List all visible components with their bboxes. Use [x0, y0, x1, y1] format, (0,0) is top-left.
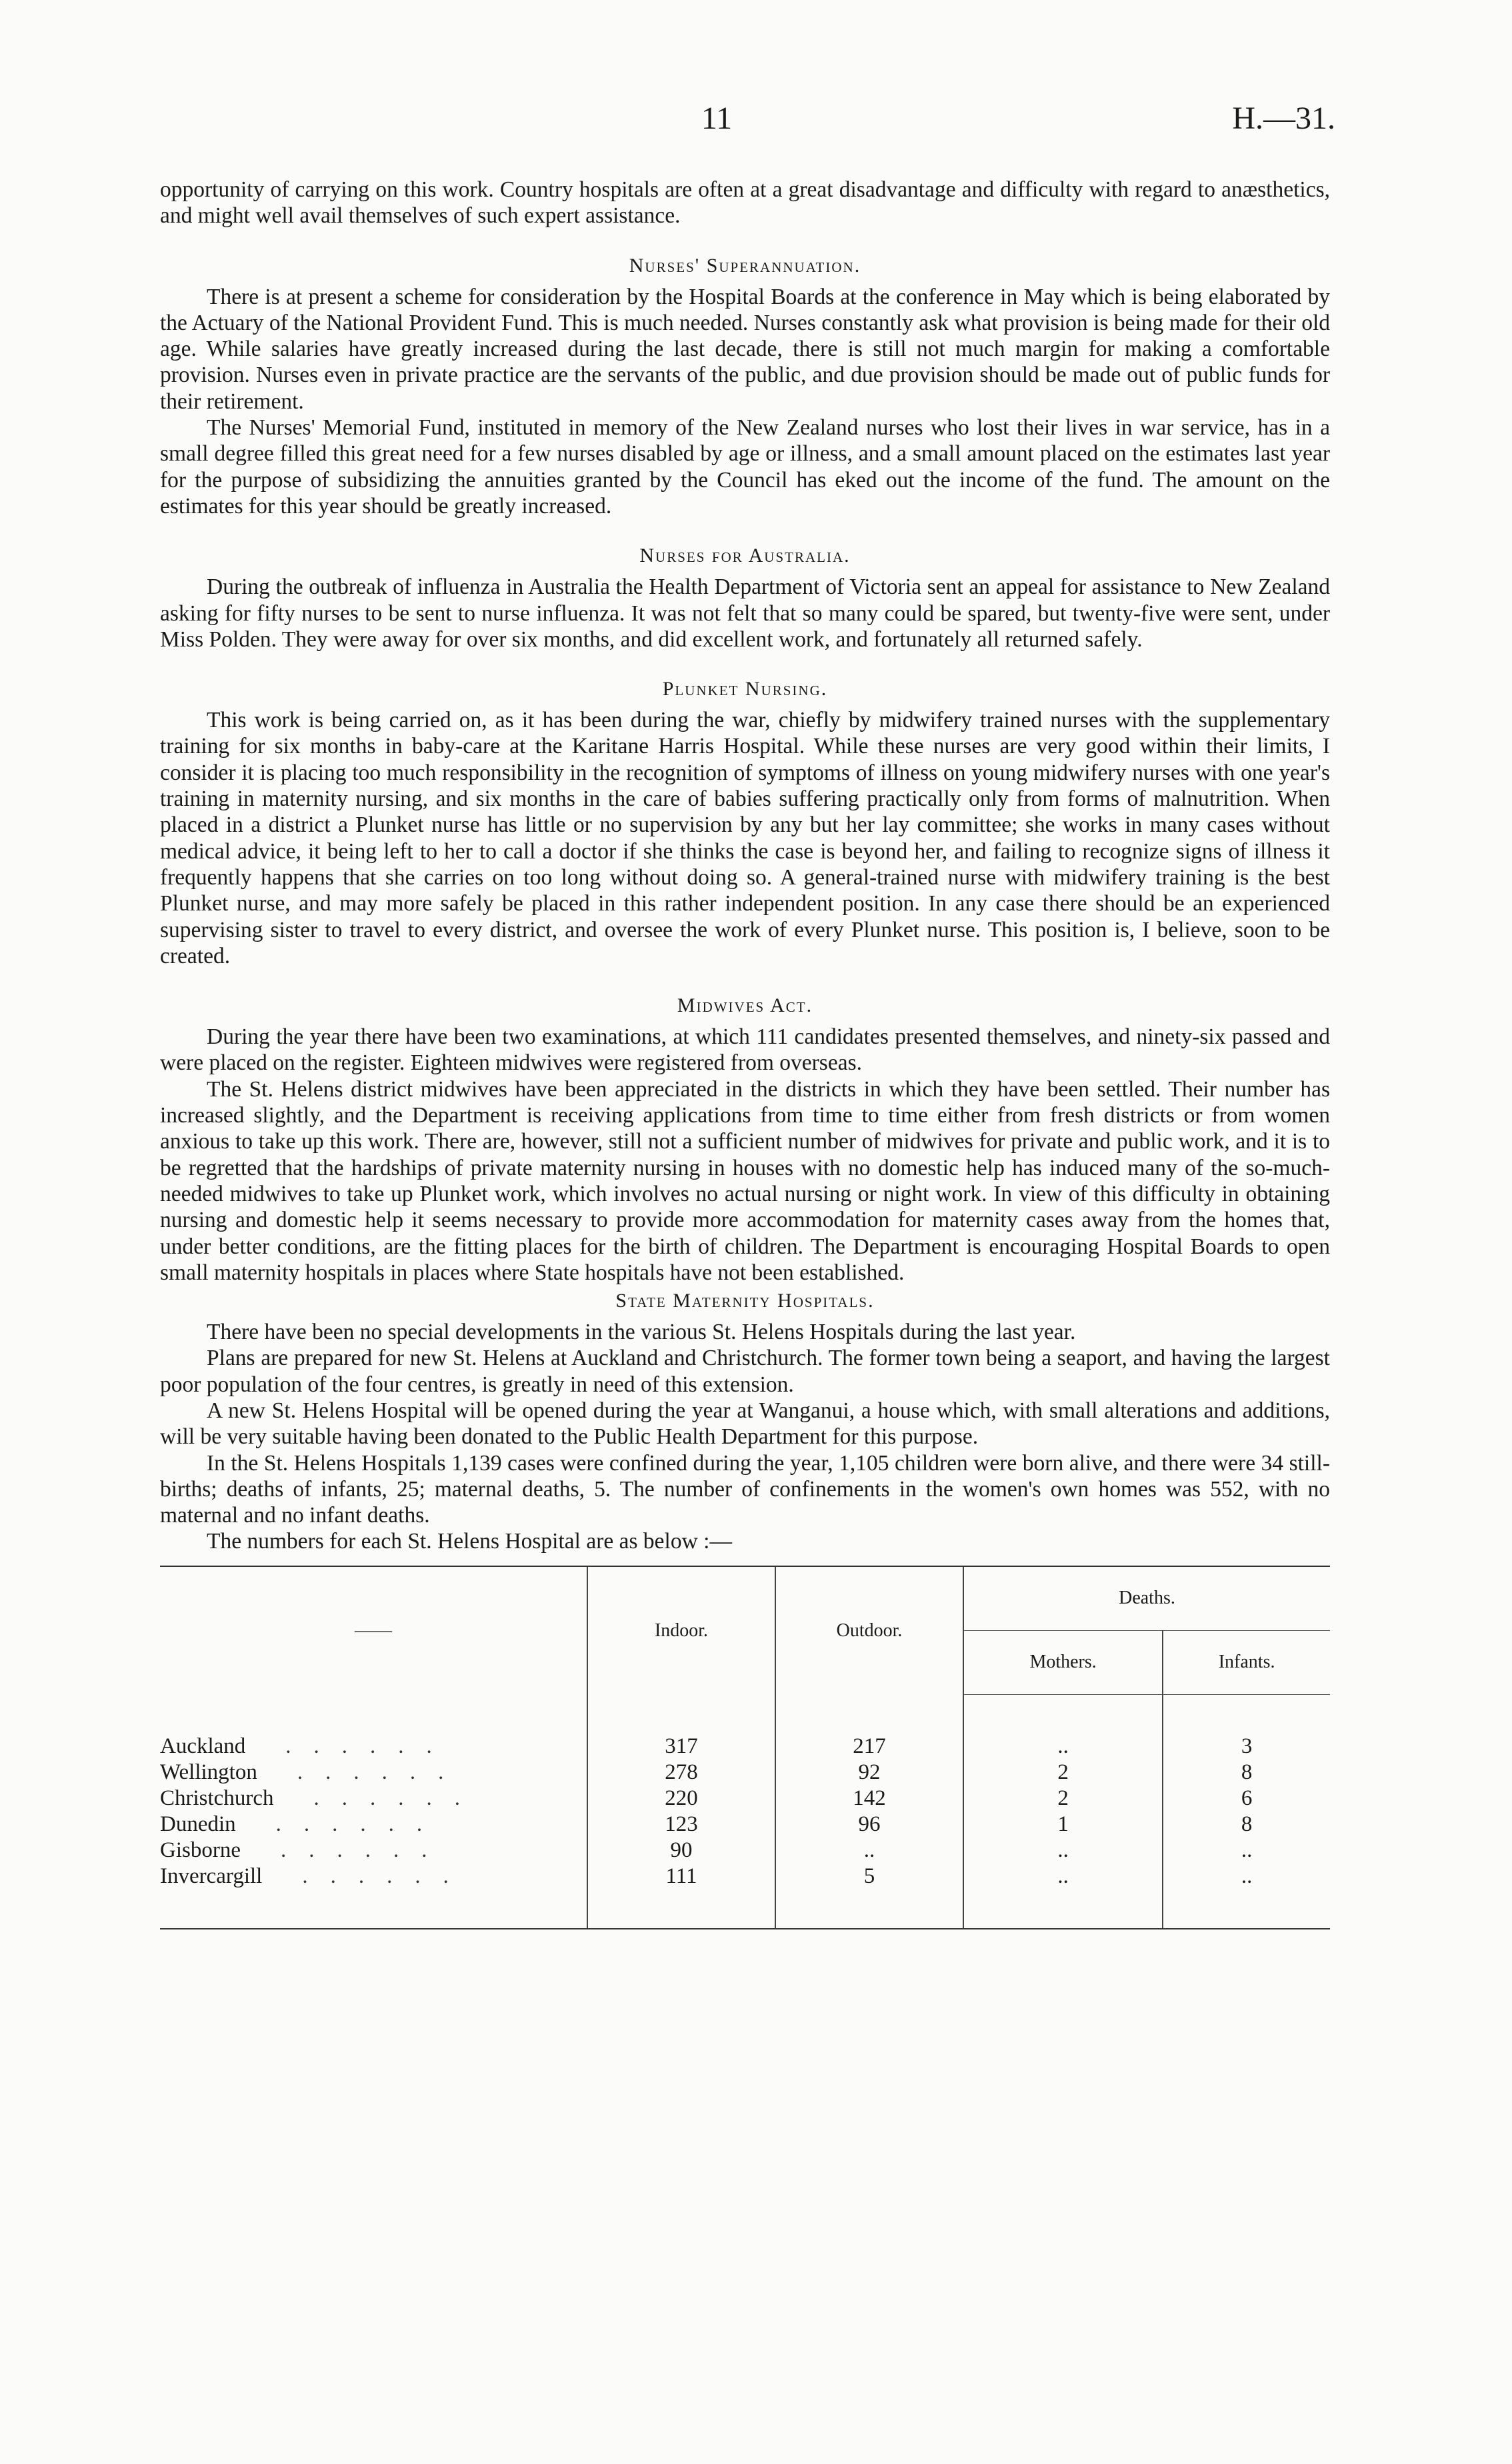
outdoor-cell: 142	[775, 1786, 963, 1812]
paragraph: During the year there have been two examinations, at which 111 candidates presented themselves, and ninety-six passed and were placed on the register. Eighteen midwives were registered from overseas.	[160, 1024, 1330, 1076]
outdoor-cell: 217	[775, 1734, 963, 1760]
infants-cell: 8	[1163, 1760, 1330, 1786]
paragraph: There have been no special developments in the various St. Helens Hospitals during the last year.	[207, 1320, 1076, 1345]
intro-paragraph: opportunity of carrying on this work. Country hospitals are often at a great disadvantage and difficulty with regard to anæsthetics, and might well avail themselves of such expert assistance.	[160, 177, 1330, 229]
heading-plunket-nursing: Plunket Nursing.	[662, 678, 828, 700]
table-row	[160, 1812, 1330, 1838]
indoor-cell: 111	[587, 1863, 775, 1889]
dot-leader: ......	[280, 1838, 450, 1862]
page-number: 11	[701, 101, 733, 136]
infants-cell: ..	[1163, 1863, 1330, 1889]
table-row	[160, 1786, 1330, 1812]
indoor-cell: 90	[587, 1838, 775, 1863]
mothers-cell: 1	[963, 1812, 1163, 1838]
column-header-mothers: Mothers.	[963, 1630, 1163, 1694]
document-body	[160, 177, 1330, 1929]
paragraph: In the St. Helens Hospitals 1,139 cases were confined during the year, 1,105 children were born alive, and there were 34 still-births; deaths of infants, 25; maternal deaths, 5. The number of confinements in the women's own homes was 552, with no maternal and no infant deaths.	[160, 1450, 1330, 1528]
hospital-name: Wellington	[160, 1760, 257, 1784]
heading-midwives-act: Midwives Act.	[677, 994, 813, 1017]
blank-column-header: ——	[355, 1620, 392, 1641]
indoor-cell: 317	[587, 1734, 775, 1760]
table-row	[160, 1760, 1330, 1786]
infants-cell: 8	[1163, 1812, 1330, 1838]
dot-leader: ......	[275, 1812, 445, 1836]
mothers-cell: ..	[963, 1863, 1163, 1889]
hospital-name: Auckland	[160, 1734, 246, 1758]
outdoor-cell: 5	[775, 1863, 963, 1889]
infants-cell: 6	[1163, 1786, 1330, 1812]
mothers-cell: 2	[963, 1786, 1163, 1812]
heading-state-maternity: State Maternity Hospitals.	[615, 1290, 875, 1312]
mothers-cell: 2	[963, 1760, 1163, 1786]
table-row	[160, 1863, 1330, 1889]
heading-nurses-australia: Nurses for Australia.	[639, 545, 851, 567]
paragraph: During the outbreak of influenza in Australia the Health Department of Victoria sent an appeal for assistance to New Zealand asking for fifty nurses to be sent to nurse influenza. It was not felt that so many could be spared, but twenty-five were sent, under Miss Polden. They were away for over six months, and did excellent work, and fortunately all returned safely.	[160, 575, 1330, 652]
paragraph: A new St. Helens Hospital will be opened during the year at Wanganui, a house which, with small alterations and additions, will be very suitable having been donated to the Public Health Department for this purpose.	[160, 1398, 1330, 1450]
dot-leader: ......	[313, 1786, 483, 1810]
column-header-outdoor: Outdoor.	[775, 1567, 963, 1695]
infants-cell: 3	[1163, 1734, 1330, 1760]
dot-leader: ......	[285, 1734, 455, 1758]
table-row	[160, 1838, 1330, 1863]
infants-cell: ..	[1163, 1838, 1330, 1863]
document-reference: H.—31.	[1232, 101, 1335, 136]
dot-leader: ......	[297, 1760, 467, 1784]
hospital-name: Dunedin	[160, 1812, 236, 1836]
outdoor-cell: 92	[775, 1760, 963, 1786]
outdoor-cell: ..	[775, 1838, 963, 1863]
paragraph: Plans are prepared for new St. Helens at Auckland and Christchurch. The former town being a seaport, and having the largest poor population of the four centres, is greatly in need of this extension.	[160, 1346, 1330, 1397]
column-header-infants: Infants.	[1163, 1630, 1330, 1694]
indoor-cell: 220	[587, 1786, 775, 1812]
hospital-table	[160, 1566, 1330, 1929]
paragraph: The Nurses' Memorial Fund, instituted in memory of the New Zealand nurses who lost their lives in war service, has in a small degree filled this great need for a few nurses disabled by age or illness, and a small amount placed on the estimates last year for the purpose of subsidizing the annuities granted by the Council has eked out the income of the fund. The amount on the estimates for this year should be greatly increased.	[160, 415, 1330, 519]
mothers-cell: ..	[963, 1734, 1163, 1760]
column-header-indoor: Indoor.	[587, 1567, 775, 1695]
hospital-name: Christchurch	[160, 1786, 274, 1810]
table-row	[160, 1734, 1330, 1760]
paragraph: The St. Helens district midwives have been appreciated in the districts in which they have been settled. Their number has increased slightly, and the Department is receiving applications from time to time either from fresh districts or from women anxious to take up this work. There are, however, still not a sufficient number of midwives for private and public work, and it is to be regretted that the hardships of private maternity nursing in houses with no domestic help has induced many of the so-much-needed midwives to take up Plunket work, which involves no actual nursing or night work. In view of this difficulty in obtaining nursing and domestic help it seems necessary to provide more accommodation for maternity cases away from the homes that, under better conditions, are the fitting places for the birth of children. The Department is encouraging Hospital Boards to open small maternity hospitals in places where State hospitals have not been established.	[160, 1076, 1330, 1285]
outdoor-cell: 96	[775, 1812, 963, 1838]
dot-leader: ......	[302, 1863, 471, 1888]
paragraph: The numbers for each St. Helens Hospital are as below :—	[207, 1529, 732, 1554]
column-header-deaths: Deaths.	[963, 1567, 1330, 1631]
indoor-cell: 278	[587, 1760, 775, 1786]
paragraph: This work is being carried on, as it has been during the war, chiefly by midwifery trained nurses with the supplementary training for six months in baby-care at the Karitane Harris Hospital. While these nurses are very good within their limits, I consider it is placing too much responsibility in the recognition of symptoms of illness on young midwifery nurses with one year's training in maternity nursing, and six months in the care of babies suffering practically only from forms of malnutrition. When placed in a district a Plunket nurse has little or no supervision by any but her lay committee; she works in many cases without medical advice, it being left to her to call a doctor if she thinks the case is beyond her, and failing to recognize signs of illness it frequently happens that she carries on too long without doing so. A general-trained nurse with midwifery training is the best Plunket nurse, and may more safely be placed in this rather independent position. In any case there should be an experienced supervising sister to travel to every district, and oversee the work of every Plunket nurse. This position is, I believe, soon to be created.	[160, 708, 1330, 968]
paragraph: There is at present a scheme for consideration by the Hospital Boards at the conference in May which is being elaborated by the Actuary of the National Provident Fund. This is much needed. Nurses constantly ask what provision is being made for their old age. While salaries have greatly increased during the last decade, there is still not much margin for making a comfortable provision. Nurses even in private practice are the servants of the public, and due provision should be made out of public funds for their retirement.	[160, 284, 1330, 414]
indoor-cell: 123	[587, 1812, 775, 1838]
heading-superannuation: Nurses' Superannuation.	[629, 254, 861, 277]
mothers-cell: ..	[963, 1838, 1163, 1863]
hospital-name: Invercargill	[160, 1863, 263, 1888]
hospital-name: Gisborne	[160, 1838, 241, 1862]
